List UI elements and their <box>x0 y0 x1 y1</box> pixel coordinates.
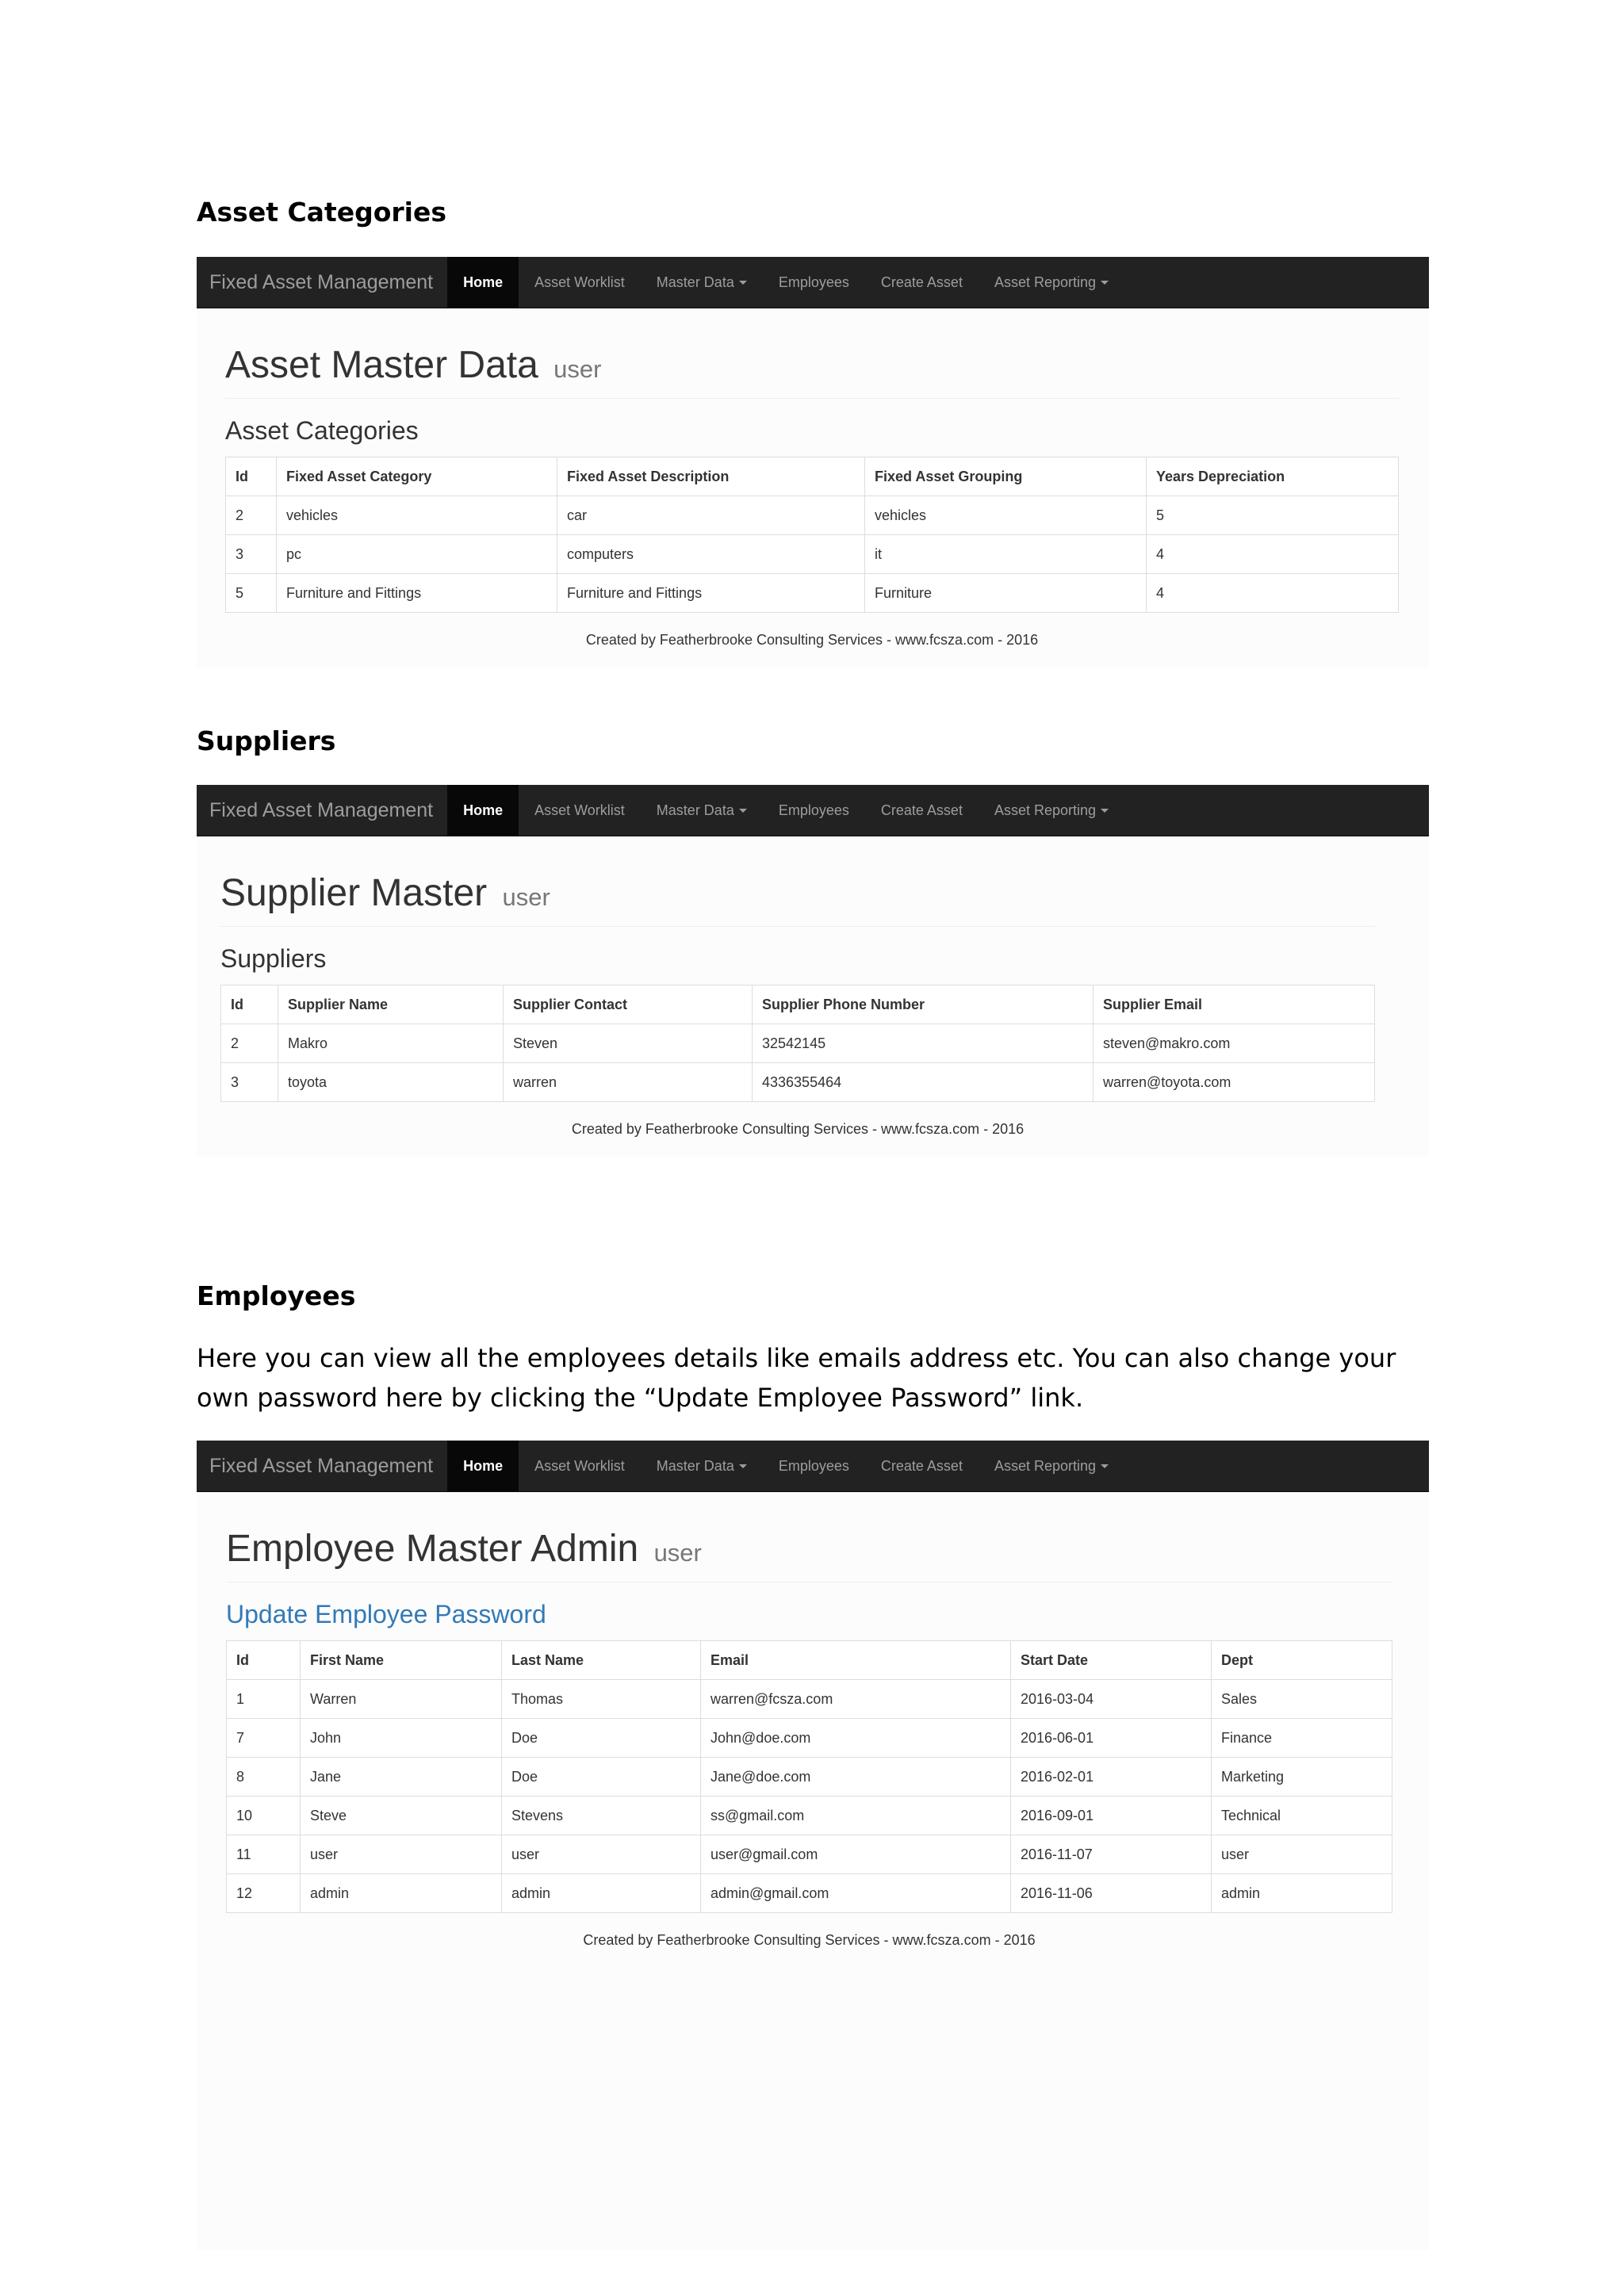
cell: Doe <box>502 1758 701 1797</box>
nav-item-asset-worklist[interactable]: Asset Worklist <box>534 802 625 818</box>
page-title-user: user <box>553 355 602 383</box>
table-row <box>227 1680 1392 1719</box>
caret-down-icon <box>1101 1464 1109 1468</box>
cell: pc <box>277 535 557 574</box>
column-header: Fixed Asset Description <box>557 457 865 496</box>
cell: Stevens <box>502 1797 701 1835</box>
column-header: Supplier Email <box>1094 985 1375 1024</box>
page-content <box>197 836 1429 1157</box>
page-title-user: user <box>653 1539 702 1567</box>
nav-item-home[interactable]: Home <box>447 785 519 836</box>
cell: 3 <box>226 535 277 574</box>
table-row <box>227 1835 1392 1874</box>
cell: 5 <box>1147 496 1399 535</box>
page-title-text: Asset Master Data <box>225 344 538 386</box>
employees-table <box>226 1640 1392 1913</box>
cell: 2016-11-06 <box>1011 1874 1212 1913</box>
cell: user <box>1212 1835 1392 1874</box>
page-title <box>220 836 1375 927</box>
table-header-row <box>226 457 1399 496</box>
navbar <box>197 257 1429 308</box>
cell: Sales <box>1212 1680 1392 1719</box>
column-header: First Name <box>301 1641 502 1680</box>
cell: John@doe.com <box>701 1719 1011 1758</box>
navbar <box>197 1441 1429 1492</box>
cell: 7 <box>227 1719 301 1758</box>
section-heading-employees: Employees <box>197 1280 356 1311</box>
page-title-text: Employee Master Admin <box>226 1528 639 1570</box>
cell: computers <box>557 535 865 574</box>
nav-item-master-data[interactable] <box>641 1441 763 1491</box>
nav-item-asset-reporting[interactable] <box>979 257 1124 308</box>
nav-item-master-data[interactable] <box>641 257 763 308</box>
page-title <box>225 308 1399 399</box>
column-header: Supplier Name <box>278 985 504 1024</box>
cell: warren@fcsza.com <box>701 1680 1011 1719</box>
cell: vehicles <box>277 496 557 535</box>
table-row <box>226 535 1399 574</box>
cell: it <box>865 535 1147 574</box>
nav-item-create-asset[interactable]: Create Asset <box>880 802 963 818</box>
caret-down-icon <box>1101 281 1109 285</box>
cell: 10 <box>227 1797 301 1835</box>
cell: admin@gmail.com <box>701 1874 1011 1913</box>
nav-item-asset-reporting[interactable] <box>979 1441 1124 1491</box>
cell: Finance <box>1212 1719 1392 1758</box>
cell: 4336355464 <box>753 1063 1094 1102</box>
page-title-user: user <box>502 883 550 911</box>
footer: Created by Featherbrooke Consulting Services - www.fcsza.com - 2016 <box>585 632 1039 648</box>
cell: user <box>502 1835 701 1874</box>
page-title <box>226 1492 1392 1582</box>
cell: Steve <box>301 1797 502 1835</box>
table-title: Asset Categories <box>225 416 419 445</box>
nav-item-employees[interactable]: Employees <box>778 274 849 290</box>
nav-item-label: Master Data <box>656 802 734 818</box>
cell: warren <box>504 1063 753 1102</box>
cell: toyota <box>278 1063 504 1102</box>
navbar <box>197 785 1429 836</box>
nav-item-asset-worklist[interactable]: Asset Worklist <box>534 274 625 290</box>
cell: warren@toyota.com <box>1094 1063 1375 1102</box>
footer: Created by Featherbrooke Consulting Services - www.fcsza.com - 2016 <box>583 1932 1036 1948</box>
nav-item-asset-worklist[interactable]: Asset Worklist <box>534 1457 625 1474</box>
cell: 12 <box>227 1874 301 1913</box>
caret-down-icon <box>739 809 747 813</box>
column-header: Email <box>701 1641 1011 1680</box>
column-header: Id <box>221 985 278 1024</box>
table-row <box>221 1063 1375 1102</box>
table-row <box>226 574 1399 613</box>
page-content <box>197 1492 1429 2250</box>
nav-item-create-asset[interactable]: Create Asset <box>880 1457 963 1474</box>
table-row <box>226 496 1399 535</box>
column-header: Last Name <box>502 1641 701 1680</box>
cell: 2016-02-01 <box>1011 1758 1212 1797</box>
cell: Jane <box>301 1758 502 1797</box>
nav-item-employees[interactable]: Employees <box>778 1457 849 1474</box>
table-header-row <box>227 1641 1392 1680</box>
update-employee-password-link[interactable]: Update Employee Password <box>226 1600 546 1628</box>
cell: user <box>301 1835 502 1874</box>
section-paragraph: Here you can view all the employees details like emails address etc. You can also change your own password here by clicking the “Update Employee Password” link. <box>197 1343 1396 1413</box>
cell: 2 <box>226 496 277 535</box>
cell: Jane@doe.com <box>701 1758 1011 1797</box>
cell: Makro <box>278 1024 504 1063</box>
table-row <box>227 1758 1392 1797</box>
table-row <box>227 1719 1392 1758</box>
cell: admin <box>502 1874 701 1913</box>
caret-down-icon <box>1101 809 1109 813</box>
cell: ss@gmail.com <box>701 1797 1011 1835</box>
nav-item-home[interactable]: Home <box>447 1441 519 1491</box>
suppliers-table <box>220 985 1375 1102</box>
cell: 2016-03-04 <box>1011 1680 1212 1719</box>
column-header: Id <box>227 1641 301 1680</box>
nav-item-master-data[interactable] <box>641 785 763 836</box>
navbar-brand[interactable]: Fixed Asset Management <box>209 1454 434 1477</box>
cell: admin <box>301 1874 502 1913</box>
cell: Steven <box>504 1024 753 1063</box>
cell: Warren <box>301 1680 502 1719</box>
nav-item-label: Master Data <box>656 274 734 290</box>
page-title-text: Supplier Master <box>220 872 488 914</box>
cell: Doe <box>502 1719 701 1758</box>
section-heading-suppliers: Suppliers <box>197 725 336 756</box>
column-header: Start Date <box>1011 1641 1212 1680</box>
cell: 1 <box>227 1680 301 1719</box>
cell: admin <box>1212 1874 1392 1913</box>
cell: 32542145 <box>753 1024 1094 1063</box>
table-row <box>221 1024 1375 1063</box>
column-header: Dept <box>1212 1641 1392 1680</box>
cell: 2016-06-01 <box>1011 1719 1212 1758</box>
cell: 4 <box>1147 574 1399 613</box>
cell: 2016-11-07 <box>1011 1835 1212 1874</box>
nav-item-employees[interactable]: Employees <box>778 802 849 818</box>
column-header: Supplier Phone Number <box>753 985 1094 1024</box>
nav-item-create-asset[interactable]: Create Asset <box>880 274 963 290</box>
cell: user@gmail.com <box>701 1835 1011 1874</box>
cell: Technical <box>1212 1797 1392 1835</box>
section-heading-asset-categories: Asset Categories <box>197 197 447 228</box>
cell: 8 <box>227 1758 301 1797</box>
caret-down-icon <box>739 281 747 285</box>
table-row <box>227 1797 1392 1835</box>
cell: 4 <box>1147 535 1399 574</box>
column-header: Supplier Contact <box>504 985 753 1024</box>
cell: Furniture <box>865 574 1147 613</box>
column-header: Years Depreciation <box>1147 457 1399 496</box>
cell: vehicles <box>865 496 1147 535</box>
caret-down-icon <box>739 1464 747 1468</box>
cell: 2016-09-01 <box>1011 1797 1212 1835</box>
employee-screenshot <box>197 1441 1429 2250</box>
nav-item-label: Asset Reporting <box>994 802 1097 818</box>
nav-item-label: Asset Reporting <box>994 1457 1097 1474</box>
cell: Marketing <box>1212 1758 1392 1797</box>
cell: Thomas <box>502 1680 701 1719</box>
asset-screenshot <box>197 257 1429 668</box>
navbar-brand[interactable]: Fixed Asset Management <box>209 270 434 293</box>
table-header-row <box>221 985 1375 1024</box>
cell: 2 <box>221 1024 278 1063</box>
cell: Furniture and Fittings <box>277 574 557 613</box>
nav-item-home[interactable]: Home <box>447 257 519 308</box>
cell: John <box>301 1719 502 1758</box>
column-header: Id <box>226 457 277 496</box>
table-title: Suppliers <box>220 944 327 973</box>
column-header: Fixed Asset Grouping <box>865 457 1147 496</box>
supplier-screenshot <box>197 785 1429 1157</box>
table-row <box>227 1874 1392 1913</box>
cell: Furniture and Fittings <box>557 574 865 613</box>
cell: steven@makro.com <box>1094 1024 1375 1063</box>
column-header: Fixed Asset Category <box>277 457 557 496</box>
nav-item-label: Master Data <box>656 1457 734 1474</box>
cell: 11 <box>227 1835 301 1874</box>
navbar-brand[interactable]: Fixed Asset Management <box>209 798 434 821</box>
cell: car <box>557 496 865 535</box>
cell: 5 <box>226 574 277 613</box>
page-content <box>197 308 1429 668</box>
cell: 3 <box>221 1063 278 1102</box>
nav-item-label: Asset Reporting <box>994 274 1097 290</box>
footer: Created by Featherbrooke Consulting Services - www.fcsza.com - 2016 <box>571 1121 1025 1137</box>
nav-item-asset-reporting[interactable] <box>979 785 1124 836</box>
asset-categories-table <box>225 457 1399 613</box>
